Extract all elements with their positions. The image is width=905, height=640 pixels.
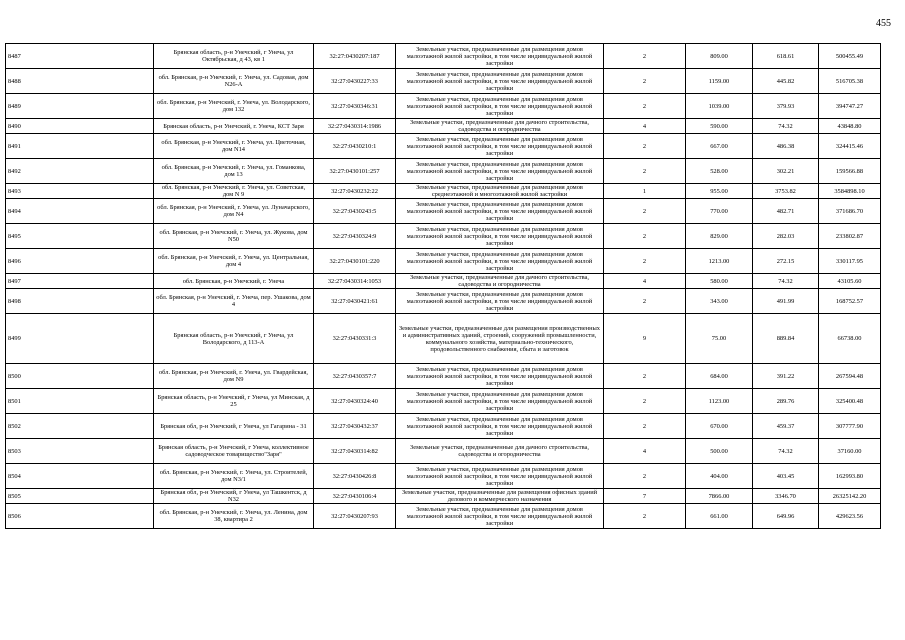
specific-value-cell: 491.99 [753,289,819,314]
address-cell: обл. Брянская, р-н Унечский, г. Унеча, ул. Центральная, дом 4 [154,249,314,274]
address-cell: Брянская область, р-н Унечский, г Унеча, ул Октябрьская, д 43, кв 1 [154,44,314,69]
land-use-cell: Земельные участки, предназначенные для размещения домов малоэтажной жилой застройки, в том числе индивидуальной жилой застройки [396,44,604,69]
land-use-group-cell: 2 [604,134,686,159]
land-use-cell: Земельные участки, предназначенные для размещения производственных и административных зданий, строений, сооружений промышленности, коммунального хозяйства, материально-технического, продовольственного снабжения, сбыта и заготовок [396,314,604,364]
area-cell: 1039.00 [686,94,753,119]
land-use-group-cell: 4 [604,439,686,464]
address-cell: обл. Брянская, р-н Унечский, г. Унеча, ул. Ленина, дом 38, квартира 2 [154,504,314,529]
table-row [6,119,881,134]
cadastral-number-cell: 32:27:0430207:93 [314,504,396,529]
specific-value-cell: 459.37 [753,414,819,439]
land-use-cell: Земельные участки, предназначенные для размещения домов малоэтажной жилой застройки, в том числе индивидуальной жилой застройки [396,159,604,184]
cadastral-number-cell: 32:27:0430324:40 [314,389,396,414]
cadastral-value-cell: 307777.90 [819,414,881,439]
land-use-group-cell: 4 [604,274,686,289]
area-cell: 770.00 [686,199,753,224]
land-use-cell: Земельные участки, предназначенные для размещения домов малоэтажной жилой застройки, в том числе индивидуальной жилой застройки [396,134,604,159]
cadastral-number-cell: 32:27:0430207:187 [314,44,396,69]
table-row [6,159,881,184]
land-use-cell: Земельные участки, предназначенные для дачного строительства, садоводства и огородничества [396,119,604,134]
table-row [6,389,881,414]
specific-value-cell: 74.32 [753,439,819,464]
area-cell: 684.00 [686,364,753,389]
cadastral-value-cell: 233802.87 [819,224,881,249]
land-use-group-cell: 2 [604,224,686,249]
cadastral-value-cell: 394747.27 [819,94,881,119]
table-row [6,69,881,94]
land-use-group-cell: 7 [604,489,686,504]
land-use-cell: Земельные участки, предназначенные для размещения домов малоэтажной жилой застройки, в том числе индивидуальной жилой застройки [396,249,604,274]
specific-value-cell: 618.61 [753,44,819,69]
cadastral-value-cell: 3584898.10 [819,184,881,199]
land-use-cell: Земельные участки, предназначенные для дачного строительства, садоводства и огородничества [396,274,604,289]
specific-value-cell: 391.22 [753,364,819,389]
table-row [6,289,881,314]
address-cell: обл. Брянская, р-н Унечский, г. Унеча, пер. Ушакова, дом 4 [154,289,314,314]
table-row [6,44,881,69]
cadastral-number-cell: 32:27:0430324:9 [314,224,396,249]
cadastral-value-cell: 168752.57 [819,289,881,314]
record-number-cell: 8492 [6,159,154,184]
record-number-cell: 8496 [6,249,154,274]
address-cell: обл. Брянская, р-н Унечский, г. Унеча, ул. Садовая, дом N26-А [154,69,314,94]
area-cell: 1159.00 [686,69,753,94]
land-use-group-cell: 2 [604,159,686,184]
cadastral-number-cell: 32:27:0430426:8 [314,464,396,489]
land-use-group-cell: 2 [604,464,686,489]
table-body [6,44,881,529]
page-number: 455 [876,18,891,29]
area-cell: 661.00 [686,504,753,529]
area-cell: 580.00 [686,274,753,289]
address-cell: обл. Брянская, р-н Унечский, г. Унеча, ул. Гоманкова, дом 13 [154,159,314,184]
cadastral-number-cell: 32:27:0430101:257 [314,159,396,184]
area-cell: 670.00 [686,414,753,439]
land-use-cell: Земельные участки, предназначенные для размещения домов малоэтажной жилой застройки, в том числе индивидуальной жилой застройки [396,199,604,224]
land-use-group-cell: 2 [604,289,686,314]
record-number-cell: 8491 [6,134,154,159]
cadastral-number-cell: 32:27:0430314:1986 [314,119,396,134]
land-use-group-cell: 4 [604,119,686,134]
land-use-group-cell: 2 [604,44,686,69]
cadastral-value-cell: 267594.48 [819,364,881,389]
table-row [6,184,881,199]
address-cell: обл. Брянская, р-н Унечский, г. Унеча, ул. Володарского, дом 132 [154,94,314,119]
address-cell: Брянская область, р-н Унечский, г. Унеча, КСТ Заря [154,119,314,134]
specific-value-cell: 486.38 [753,134,819,159]
land-use-cell: Земельные участки, предназначенные для размещения домов малоэтажной жилой застройки, в том числе индивидуальной жилой застройки [396,94,604,119]
area-cell: 404.00 [686,464,753,489]
specific-value-cell: 3753.82 [753,184,819,199]
area-cell: 343.00 [686,289,753,314]
specific-value-cell: 403.45 [753,464,819,489]
cadastral-number-cell: 32:27:0430357:7 [314,364,396,389]
address-cell: обл. Брянская, р-н Унечский, г. Унеча, ул. Гвардейская, дом N9 [154,364,314,389]
record-number-cell: 8501 [6,389,154,414]
table-row [6,414,881,439]
cadastral-number-cell: 32:27:0430210:1 [314,134,396,159]
record-number-cell: 8487 [6,44,154,69]
cadastral-number-cell: 32:27:0430232:22 [314,184,396,199]
specific-value-cell: 74.32 [753,119,819,134]
land-use-group-cell: 2 [604,249,686,274]
cadastral-number-cell: 32:27:0430432:37 [314,414,396,439]
land-use-group-cell: 2 [604,414,686,439]
table-row [6,439,881,464]
land-use-cell: Земельные участки, предназначенные для размещения офисных зданий делового и коммерческого назначения [396,489,604,504]
address-cell: Брянская область, р-н Унечский, г Унеча, ул Володарского, д 113-А [154,314,314,364]
area-cell: 528.00 [686,159,753,184]
table-row [6,314,881,364]
record-number-cell: 8506 [6,504,154,529]
table-row [6,249,881,274]
land-use-group-cell: 2 [604,94,686,119]
cadastral-number-cell: 32:27:0430106:4 [314,489,396,504]
land-use-cell: Земельные участки, предназначенные для размещения домов малоэтажной жилой застройки, в том числе индивидуальной жилой застройки [396,289,604,314]
table-row [6,464,881,489]
table-row [6,489,881,504]
area-cell: 1213.00 [686,249,753,274]
area-cell: 955.00 [686,184,753,199]
specific-value-cell: 302.21 [753,159,819,184]
land-use-cell: Земельные участки, предназначенные для размещения домов среднеэтажной и многоэтажной жилой застройки [396,184,604,199]
specific-value-cell: 649.96 [753,504,819,529]
area-cell: 667.00 [686,134,753,159]
record-number-cell: 8499 [6,314,154,364]
table-row [6,199,881,224]
land-use-group-cell: 2 [604,364,686,389]
cadastral-value-cell: 325400.48 [819,389,881,414]
address-cell: Брянская область, р-н Унечский, г Унеча, ул Минская, д 25 [154,389,314,414]
record-number-cell: 8488 [6,69,154,94]
address-cell: обл. Брянская, р-н Унечский, г. Унеча, ул. Луначарского, дом N4 [154,199,314,224]
record-number-cell: 8504 [6,464,154,489]
record-number-cell: 8503 [6,439,154,464]
specific-value-cell: 445.82 [753,69,819,94]
cadastral-value-cell: 162993.80 [819,464,881,489]
cadastral-number-cell: 32:27:0430346:31 [314,94,396,119]
address-cell: обл. Брянская, р-н Унечский, г. Унеча, ул. Жукова, дом N50 [154,224,314,249]
area-cell: 1123.00 [686,389,753,414]
land-use-cell: Земельные участки, предназначенные для размещения домов малоэтажной жилой застройки, в том числе индивидуальной жилой застройки [396,414,604,439]
cadastral-number-cell: 32:27:0430331:3 [314,314,396,364]
record-number-cell: 8497 [6,274,154,289]
area-cell: 829.00 [686,224,753,249]
land-use-cell: Земельные участки, предназначенные для размещения домов малоэтажной жилой застройки, в том числе индивидуальной жилой застройки [396,464,604,489]
record-number-cell: 8505 [6,489,154,504]
address-cell: обл. Брянская, р-н Унечский, г. Унеча, ул. Цветочная, дом N14 [154,134,314,159]
table-row [6,224,881,249]
address-cell: Брянская обл, р-н Унечский, г Унеча, ул Гагарина - 31 [154,414,314,439]
specific-value-cell: 3346.70 [753,489,819,504]
cadastral-number-cell: 32:27:0430314:82 [314,439,396,464]
land-use-cell: Земельные участки, предназначенные для дачного строительства, садоводства и огородничества [396,439,604,464]
land-use-cell: Земельные участки, предназначенные для размещения домов малоэтажной жилой застройки, в том числе индивидуальной жилой застройки [396,504,604,529]
land-use-group-cell: 2 [604,504,686,529]
record-number-cell: 8495 [6,224,154,249]
specific-value-cell: 482.71 [753,199,819,224]
record-number-cell: 8502 [6,414,154,439]
address-cell: обл. Брянская, р-н Унечский, г. Унеча, ул. Строителей, дом N3/1 [154,464,314,489]
address-cell: обл. Брянская, р-н Унечский, г. Унеча [154,274,314,289]
cadastral-number-cell: 32:27:0430421:61 [314,289,396,314]
cadastral-value-cell: 330117.95 [819,249,881,274]
address-cell: обл. Брянская, р-н Унечский, г. Унеча, ул. Советская, дом N 9 [154,184,314,199]
cadastral-value-cell: 371686.70 [819,199,881,224]
cadastral-value-cell: 429623.56 [819,504,881,529]
table-row [6,94,881,119]
record-number-cell: 8494 [6,199,154,224]
specific-value-cell: 272.15 [753,249,819,274]
land-use-cell: Земельные участки, предназначенные для размещения домов малоэтажной жилой застройки, в том числе индивидуальной жилой застройки [396,364,604,389]
cadastral-value-cell: 43848.80 [819,119,881,134]
record-number-cell: 8500 [6,364,154,389]
specific-value-cell: 379.93 [753,94,819,119]
table-row [6,504,881,529]
area-cell: 7866.00 [686,489,753,504]
land-use-group-cell: 2 [604,389,686,414]
specific-value-cell: 282.03 [753,224,819,249]
land-use-cell: Земельные участки, предназначенные для размещения домов малоэтажной жилой застройки, в том числе индивидуальной жилой застройки [396,69,604,94]
cadastral-value-cell: 66738.00 [819,314,881,364]
cadastral-value-table [5,43,881,529]
land-use-group-cell: 1 [604,184,686,199]
cadastral-value-cell: 500455.49 [819,44,881,69]
cadastral-number-cell: 32:27:0430243:5 [314,199,396,224]
cadastral-value-cell: 324415.46 [819,134,881,159]
land-use-group-cell: 9 [604,314,686,364]
land-use-group-cell: 2 [604,199,686,224]
cadastral-value-cell: 26325142.20 [819,489,881,504]
address-cell: Брянская область, р-н Унечский, г Унеча, коллективное садоводческое товарищество"Заря" [154,439,314,464]
record-number-cell: 8490 [6,119,154,134]
area-cell: 75.00 [686,314,753,364]
land-use-cell: Земельные участки, предназначенные для размещения домов малоэтажной жилой застройки, в том числе индивидуальной жилой застройки [396,224,604,249]
area-cell: 590.00 [686,119,753,134]
cadastral-value-cell: 37160.00 [819,439,881,464]
specific-value-cell: 889.84 [753,314,819,364]
land-use-cell: Земельные участки, предназначенные для размещения домов малоэтажной жилой застройки, в том числе индивидуальной жилой застройки [396,389,604,414]
area-cell: 809.00 [686,44,753,69]
cadastral-value-cell: 159566.88 [819,159,881,184]
table-row [6,274,881,289]
area-cell: 500.00 [686,439,753,464]
cadastral-number-cell: 32:27:0430314:1053 [314,274,396,289]
specific-value-cell: 289.76 [753,389,819,414]
record-number-cell: 8489 [6,94,154,119]
address-cell: Брянская обл, р-н Унечский, г Унеча, ул Ташкентск, д N32 [154,489,314,504]
cadastral-value-cell: 516705.38 [819,69,881,94]
record-number-cell: 8493 [6,184,154,199]
cadastral-value-cell: 43105.60 [819,274,881,289]
cadastral-number-cell: 32:27:0430101:220 [314,249,396,274]
record-number-cell: 8498 [6,289,154,314]
cadastral-number-cell: 32:27:0430227:33 [314,69,396,94]
table-row [6,364,881,389]
specific-value-cell: 74.32 [753,274,819,289]
table-row [6,134,881,159]
land-use-group-cell: 2 [604,69,686,94]
